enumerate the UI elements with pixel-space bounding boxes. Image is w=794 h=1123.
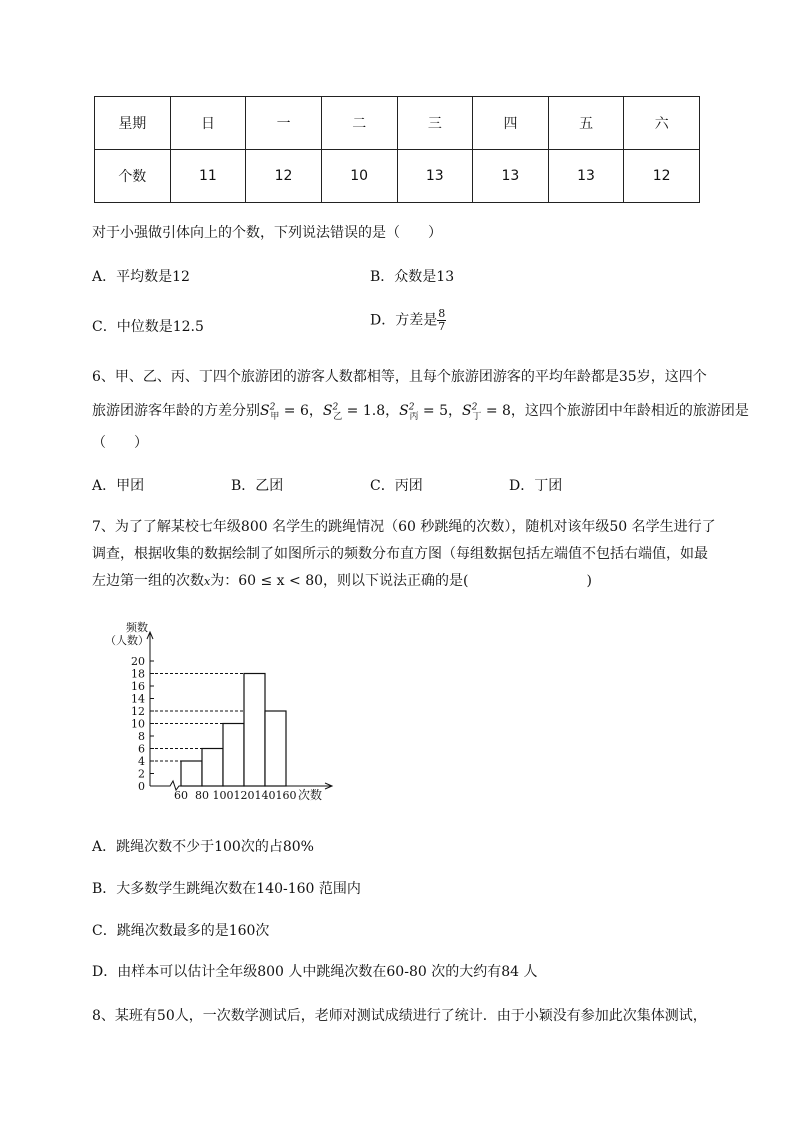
y-tick-label: 12 <box>131 705 145 718</box>
variable-x: x <box>204 575 211 588</box>
q5-option-b[interactable]: B．众数是13 <box>370 269 455 285</box>
y-tick-label: 4 <box>138 755 145 768</box>
table-cell: 13 <box>397 150 473 203</box>
x-tick-label: 100 <box>212 789 234 802</box>
y-tick-label: 18 <box>131 667 145 681</box>
q7-option-b[interactable]: B．大多数学生跳绳次数在140-160 范围内 <box>92 881 361 897</box>
x-tick-label: 160 <box>275 789 297 802</box>
variance-symbol: S <box>462 403 472 419</box>
histogram-bar <box>223 724 244 787</box>
table-cell: 三 <box>397 97 473 150</box>
table-row <box>95 97 700 150</box>
variance-jia-value: = 6， <box>279 403 323 419</box>
table-cell: 12 <box>624 150 700 203</box>
table-cell: 四 <box>473 97 549 150</box>
q6-option-b[interactable]: B．乙团 <box>231 478 284 494</box>
subscript: 丁 <box>472 411 482 422</box>
q6-line2-suffix: 这四个旅游团中年龄相近的旅游团是 <box>524 403 749 419</box>
q7-line1: 7、为了了解某校七年级800 名学生的跳绳情况（60 秒跳绳的次数），随机对该年级50 名学生进行了 <box>92 519 716 535</box>
y-tick-label: 8 <box>138 730 145 743</box>
superscript: 2 <box>408 402 415 413</box>
table-header-cell: 星期 <box>95 97 171 150</box>
q6-line2-prefix: 旅游团游客年龄的方差分别 <box>92 403 260 419</box>
y-tick-label: 16 <box>131 680 145 693</box>
y-tick-label: 20 <box>131 655 145 668</box>
x-tick-label: 60 <box>174 789 188 802</box>
fraction <box>437 308 446 333</box>
y-tick-label: 2 <box>138 767 145 781</box>
frequency-histogram <box>96 618 346 804</box>
table-header-cell: 个数 <box>95 150 171 203</box>
histogram-bar <box>244 674 265 787</box>
superscript: 2 <box>269 402 276 413</box>
y-axis-label-unit: （人数） <box>105 634 149 647</box>
y-tick-label: 14 <box>131 692 145 706</box>
variance-bing <box>399 402 419 422</box>
y-tick-label: 0 <box>138 780 145 793</box>
q8-line1: 8、某班有50人，一次数学测试后，老师对测试成绩进行了统计．由于小颖没有参加此次集体测试， <box>92 1008 707 1024</box>
q7-option-d[interactable]: D．由样本可以估计全年级800 人中跳绳次数在60-80 次的大约有84 人 <box>92 964 538 980</box>
table-row <box>95 150 700 203</box>
table-cell: 10 <box>321 150 397 203</box>
q6-line2 <box>92 400 749 422</box>
q6-option-a[interactable]: A．甲团 <box>92 478 145 494</box>
table-cell: 六 <box>624 97 700 150</box>
y-tick-label: 6 <box>138 742 145 756</box>
table-cell: 五 <box>548 97 624 150</box>
q5-option-c[interactable]: C．中位数是12.5 <box>92 319 204 335</box>
variance-ding <box>462 402 482 422</box>
q6-line3: （ ） <box>92 435 148 451</box>
histogram-bar <box>181 761 202 786</box>
q5-option-d-label: D．方差是 <box>370 312 438 329</box>
superscript: 2 <box>471 402 478 413</box>
fraction-numerator: 8 <box>438 307 446 320</box>
q6-option-c[interactable]: C．丙团 <box>370 478 423 494</box>
variance-jia <box>260 402 280 422</box>
variance-yi-value: = 1.8， <box>342 403 400 419</box>
q7-line3-end: ) <box>586 573 592 589</box>
subscript: 甲 <box>270 411 280 422</box>
table-cell: 13 <box>548 150 624 203</box>
q5-option-a[interactable]: A．平均数是12 <box>92 269 190 285</box>
subscript: 乙 <box>333 411 343 422</box>
q7-line3 <box>92 570 592 590</box>
histogram-bar <box>202 749 223 787</box>
x-axis-label: 次数 <box>298 788 323 802</box>
q5-option-d[interactable] <box>370 308 446 333</box>
superscript: 2 <box>332 402 339 413</box>
q6-option-d[interactable]: D．丁团 <box>509 478 563 494</box>
variance-symbol: S <box>399 403 409 419</box>
table-cell: 13 <box>473 150 549 203</box>
subscript: 丙 <box>409 411 419 422</box>
table-cell: 日 <box>170 97 246 150</box>
table-cell: 11 <box>170 150 246 203</box>
table-cell: 二 <box>321 97 397 150</box>
q5-stem: 对于小强做引体向上的个数，下列说法错误的是（ ） <box>92 225 442 241</box>
x-tick-label: 80 <box>195 789 209 802</box>
variance-symbol: S <box>260 403 270 419</box>
q7-option-c[interactable]: C．跳绳次数最多的是160次 <box>92 923 270 939</box>
q6-line1: 6、甲、乙、丙、丁四个旅游团的游客人数都相等，且每个旅游团游客的平均年龄都是35岁，这四个 <box>92 369 707 385</box>
variance-bing-value: = 5， <box>418 403 463 419</box>
variance-ding-value: = 8， <box>481 403 525 419</box>
x-tick-label: 140 <box>254 789 276 802</box>
y-tick-label: 10 <box>131 717 145 731</box>
q7-line2: 调查，根据收集的数据绘制了如图所示的频数分布直方图（每组数据包括左端值不包括右端值，如最 <box>92 546 708 562</box>
variance-yi <box>322 402 343 422</box>
table-cell: 一 <box>246 97 322 150</box>
q7-line3-prefix: 左边第一组的次数 <box>92 573 204 589</box>
q7-option-a[interactable]: A．跳绳次数不少于100次的占80% <box>92 839 314 855</box>
fraction-denominator: 7 <box>438 320 446 333</box>
y-axis-label: 频数 <box>126 621 148 634</box>
weekday-count-table <box>94 96 700 203</box>
histogram-bar <box>265 711 286 786</box>
table-cell: 12 <box>246 150 322 203</box>
q7-line3-mid: 为：60 ≤ x < 80，则以下说法正确的是( <box>210 573 469 589</box>
x-tick-label: 120 <box>233 789 255 802</box>
variance-symbol: S <box>322 403 333 419</box>
